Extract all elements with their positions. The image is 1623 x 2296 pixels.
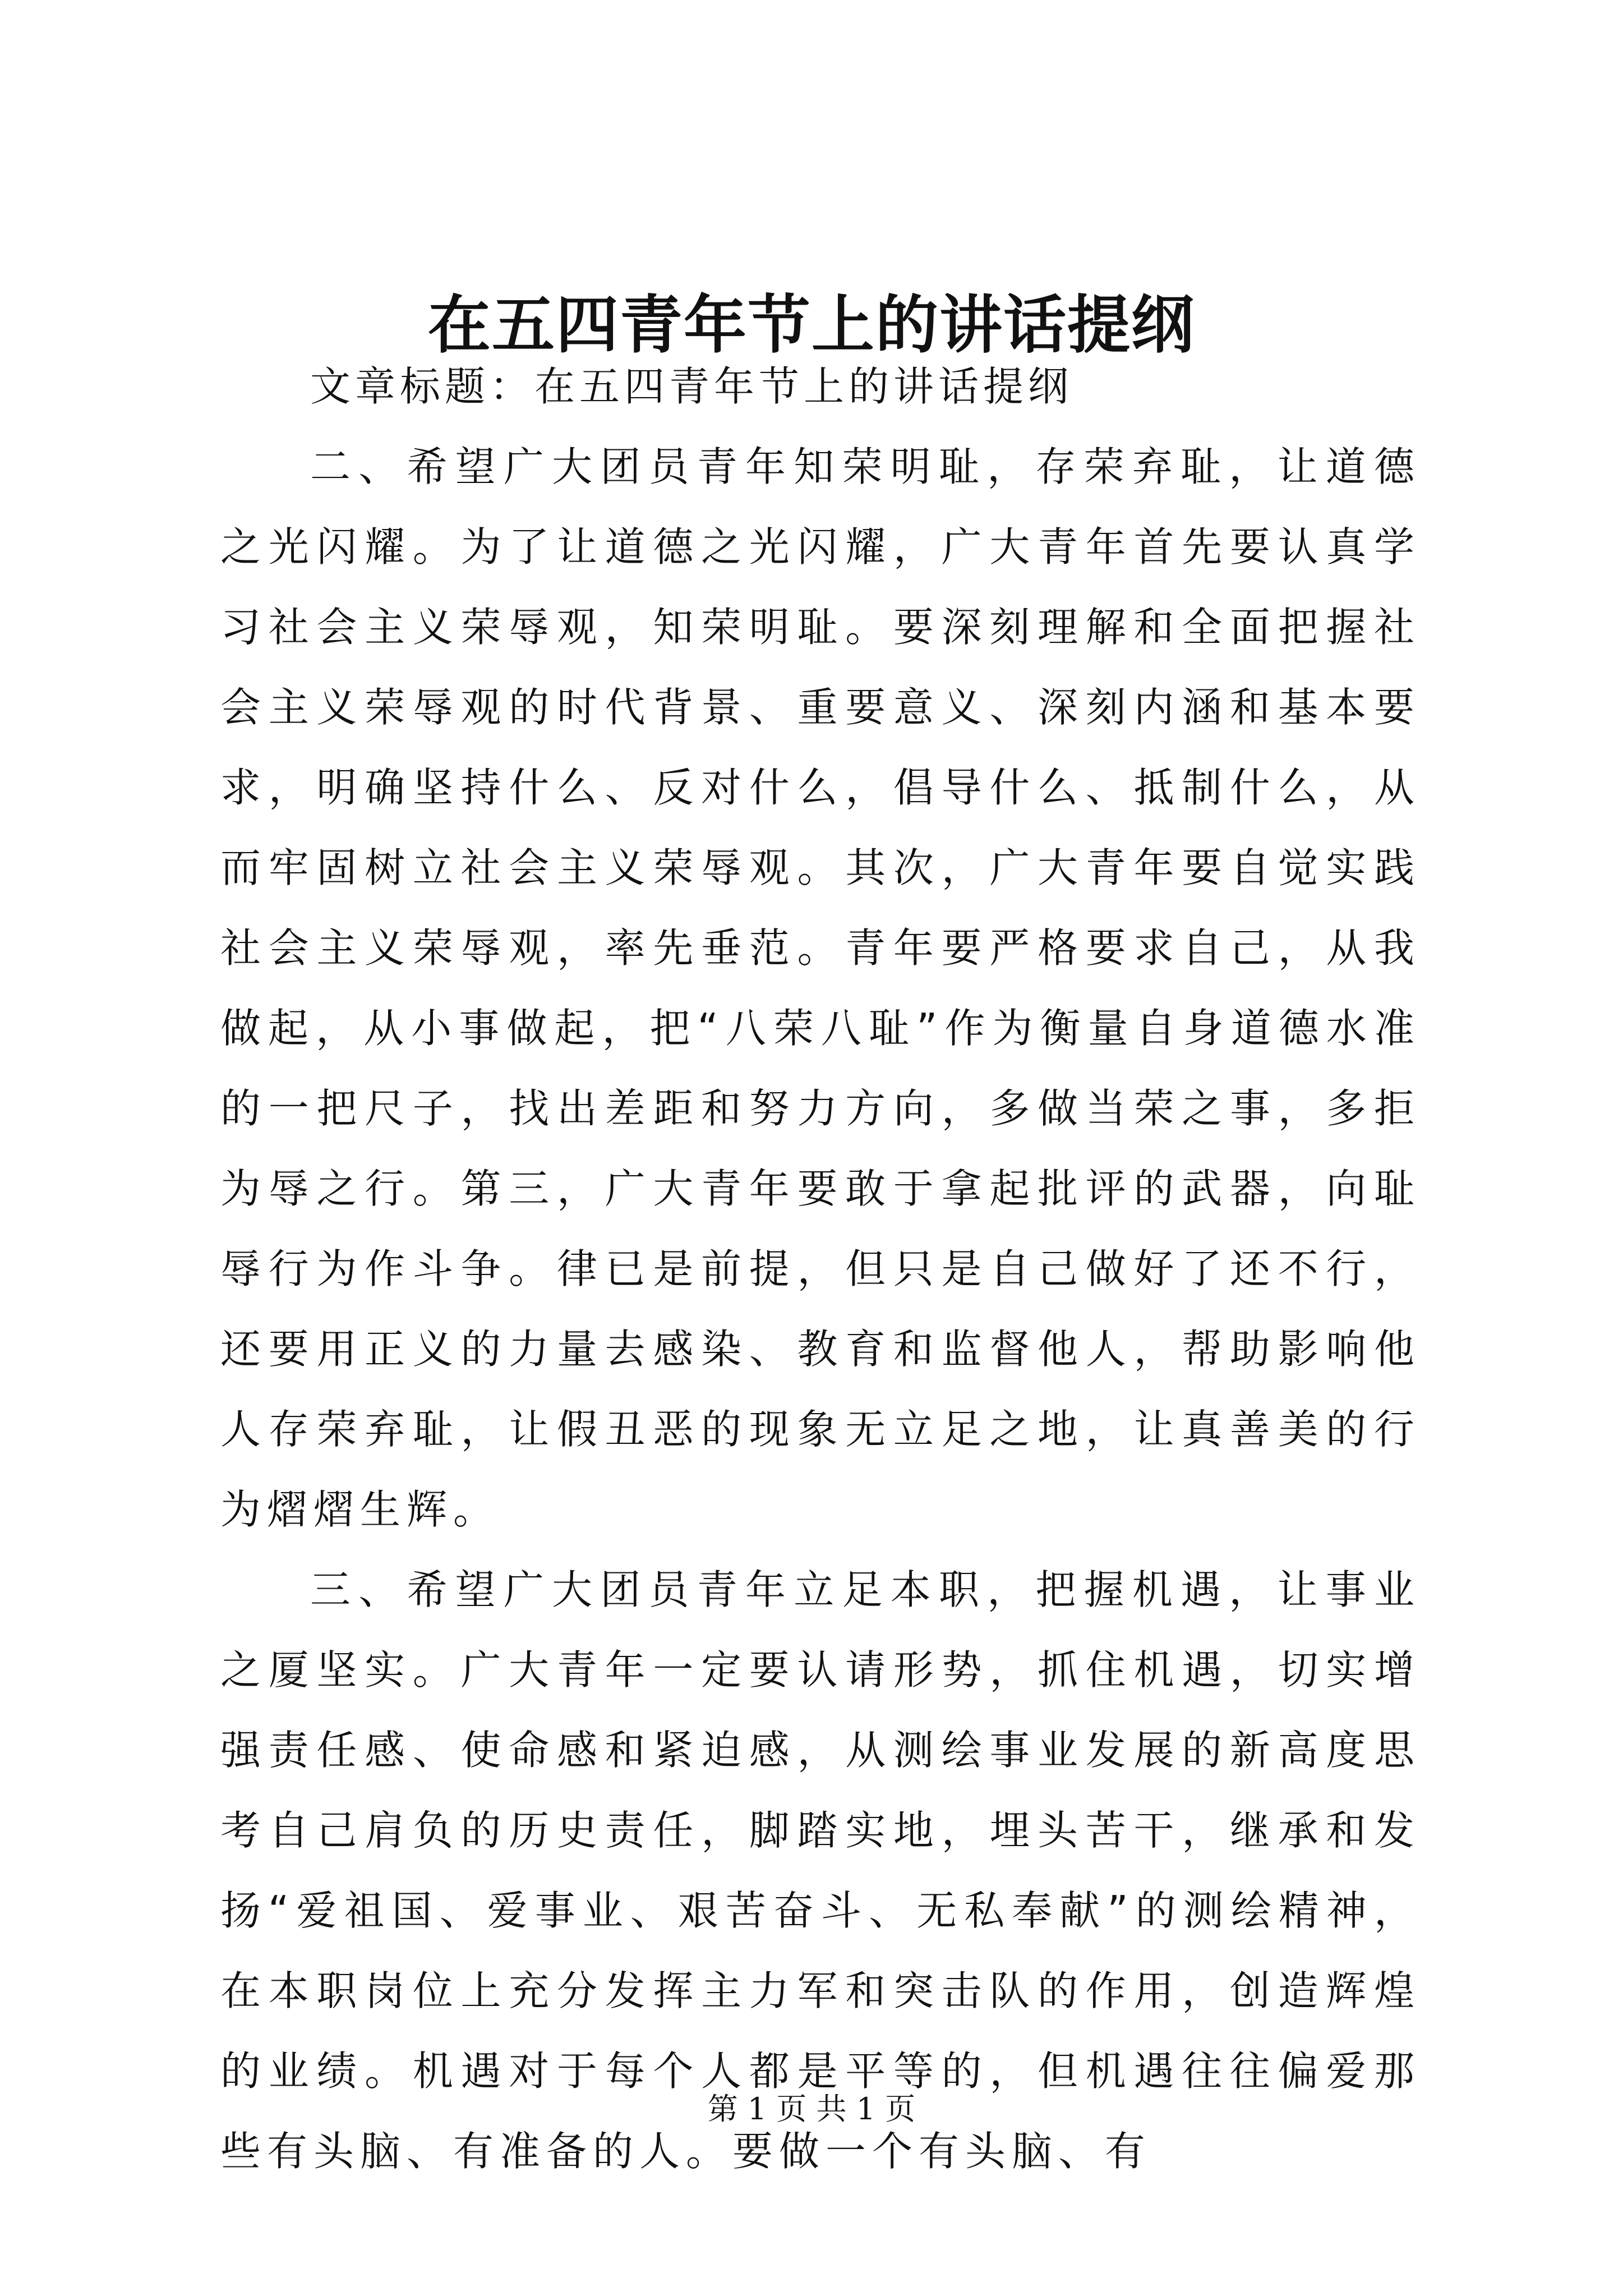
paragraph-3: 三、希望广大团员青年立足本职，把握机遇，让事业之厦坚实。广大青年一定要认请形势，抓住机遇，切实增强责任感、使命感和紧迫感，从测绘事业发展的新高度思考自己肩负的历史责任，脚踏实地，埋头苦干，继承和发扬“爱祖国、爱事业、艰苦奋斗、无私奉献”的测绘精神，在本职岗位上充分发挥主力军和突击队的作用，创造辉煌的业绩。机遇对于每个人都是平等的，但机遇往往偏爱那些有头脑、有准备的人。要做一个有头脑、有: [220, 1566, 1421, 2175]
document-title: 在五四青年节上的讲话提纲: [428, 288, 1195, 362]
paragraph-2: 二、希望广大团员青年知荣明耻，存荣弃耻，让道德之光闪耀。为了让道德之光闪耀，广大青年首先要认真学习社会主义荣辱观，知荣明耻。要深刻理解和全面把握社会主义荣辱观的时代背景、重要意义、深刻内涵和基本要求，明确坚持什么、反对什么，倡导什么、抵制什么，从而牢固树立社会主义荣辱观。其次，广大青年要自觉实践社会主义荣辱观，率先垂范。青年要严格要求自己，从我做起，从小事做起，把“八荣八耻”作为衡量自身道德水准的一把尺子，找出差距和努力方向，多做当荣之事，多拒为辱之行。第三，广大青年要敢于拿起批评的武器，向耻辱行为作斗争。律已是前提，但只是自己做好了还不行，还要用正义的力量去感染、教育和监督他人，帮助影响他人存荣弃耻，让假丑恶的现象无立足之地，让真善美的行为熠熠生辉。: [220, 443, 1421, 1533]
article-title-line: 文章标题：在五四青年节上的讲话提纲: [310, 363, 1073, 410]
page-footer: 第 1 页 共 1 页: [707, 2091, 916, 2127]
document-body: [220, 347, 1421, 2192]
